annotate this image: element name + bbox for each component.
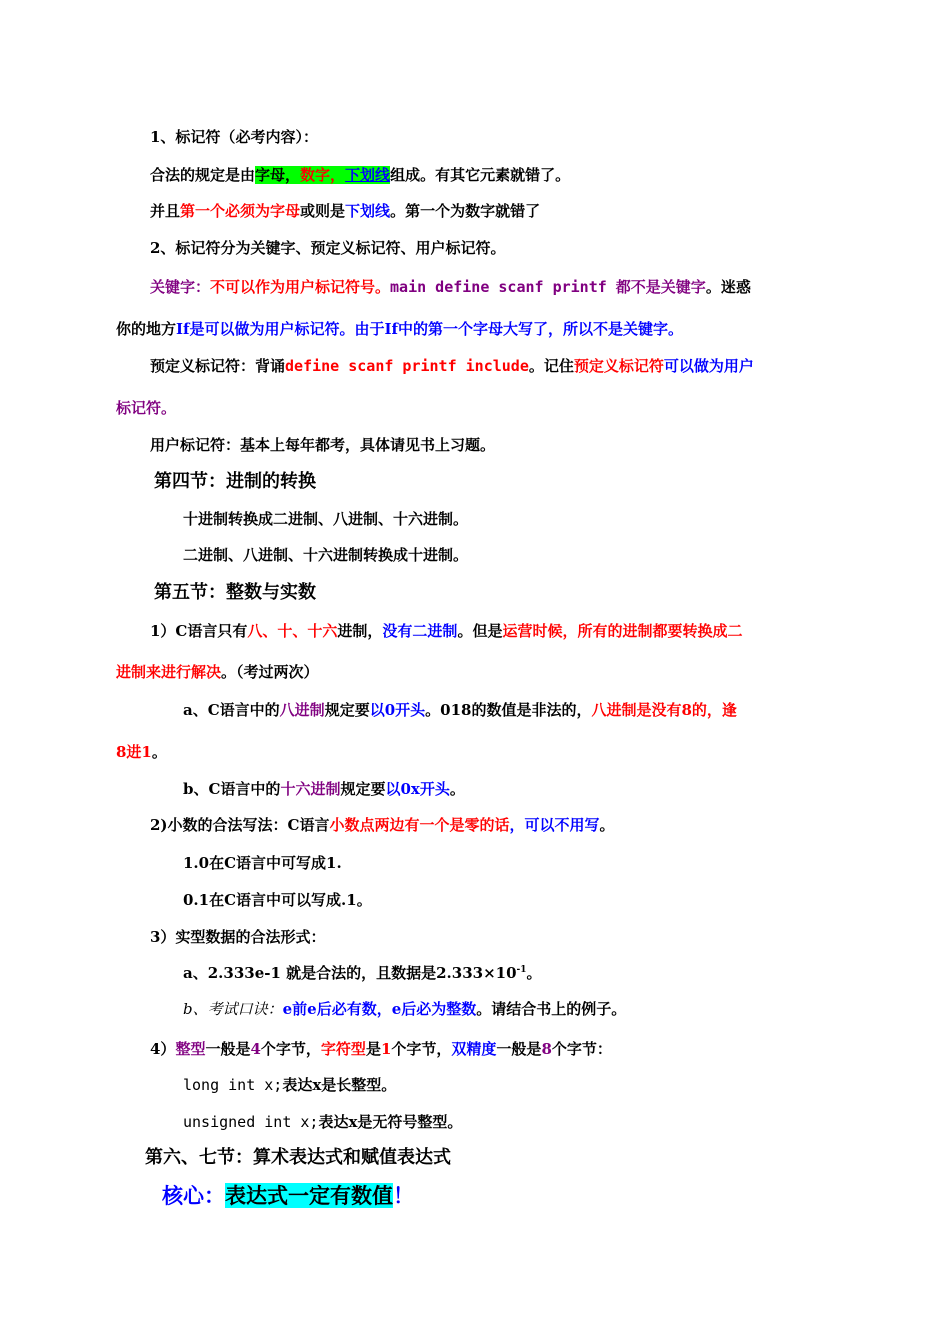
section-5-heading: 第五节：整数与实数 [154,582,316,603]
line-long-int: long int x;表达x是长整型。 [183,1076,397,1094]
line-predefined: 预定义标记符：背诵define scanf printf include。记住预定义标记符可以做为用户 [150,357,754,375]
section-6-7-heading: 第六、七节：算术表达式和赋值表达式 [145,1147,451,1168]
line-real-forms: 3）实型数据的合法形式： [150,928,326,946]
line-if-example: 你的地方If是可以做为用户标记符。由于If中的第一个字母大写了，所以不是关键字。 [116,320,683,338]
line-exp-mnemonic: b、考试口诀：e前e后必有数，e后必为整数。请结合书上的例子。 [183,1000,627,1018]
line-dec-to-others: 十进制转换成二进制、八进制、十六进制。 [183,510,469,528]
line-user-identifier: 用户标记符：基本上每年都考，具体请见书上习题。 [150,436,496,454]
line-identifier-heading: 1、标记符（必考内容）： [150,128,318,146]
section-4-heading: 第四节：进制的转换 [154,471,316,492]
line-decimal-ex1: 1.0在C语言中可写成1. [183,854,342,872]
line-octal: a、C语言中的八进制规定要以0开头。018的数值是非法的，八进制是没有8的，逢 [183,701,737,719]
line-decimal-rule: 2)小数的合法写法：C语言小数点两边有一个是零的话，可以不用写。 [150,816,615,834]
line-exp-example: a、2.333e-1 就是合法的，且数据是$2.333\times 10^{-1}$。 [183,964,542,982]
line-others-to-dec: 二进制、八进制、十六进制转换成十进制。 [183,546,469,564]
line-octal-cont: 8进1。 [116,743,167,761]
line-identifier-types: 2、标记符分为关键字、预定义标记符、用户标记符。 [150,239,506,257]
line-predefined-cont: 标记符。 [116,399,177,417]
line-bases-cont: 进制来进行解决。（考过两次） [116,663,319,681]
line-first-char-rule: 并且第一个必须为字母或则是下划线。第一个为数字就错了 [150,202,541,220]
line-decimal-ex2: 0.1在C语言中可以写成.1。 [183,891,372,909]
line-keywords: 关键字：不可以作为用户标记符号。main define scanf printf 都不是关键字。迷惑 [150,278,751,296]
core-line: 核心：表达式一定有数值！ [162,1183,414,1208]
line-unsigned-int: unsigned int x;表达x是无符号整型。 [183,1113,463,1131]
line-legal-rule: 合法的规定是由字母，数字，下划线组成。有其它元素就错了。 [150,166,571,184]
line-bases: 1）C语言只有八、十、十六进制，没有二进制。但是运营时候，所有的进制都要转换成二 [150,622,743,640]
line-hex: b、C语言中的十六进制规定要以0x开头。 [183,780,465,798]
line-type-sizes: 4）整型一般是4个字节，字符型是1个字节，双精度一般是8个字节： [150,1040,612,1058]
